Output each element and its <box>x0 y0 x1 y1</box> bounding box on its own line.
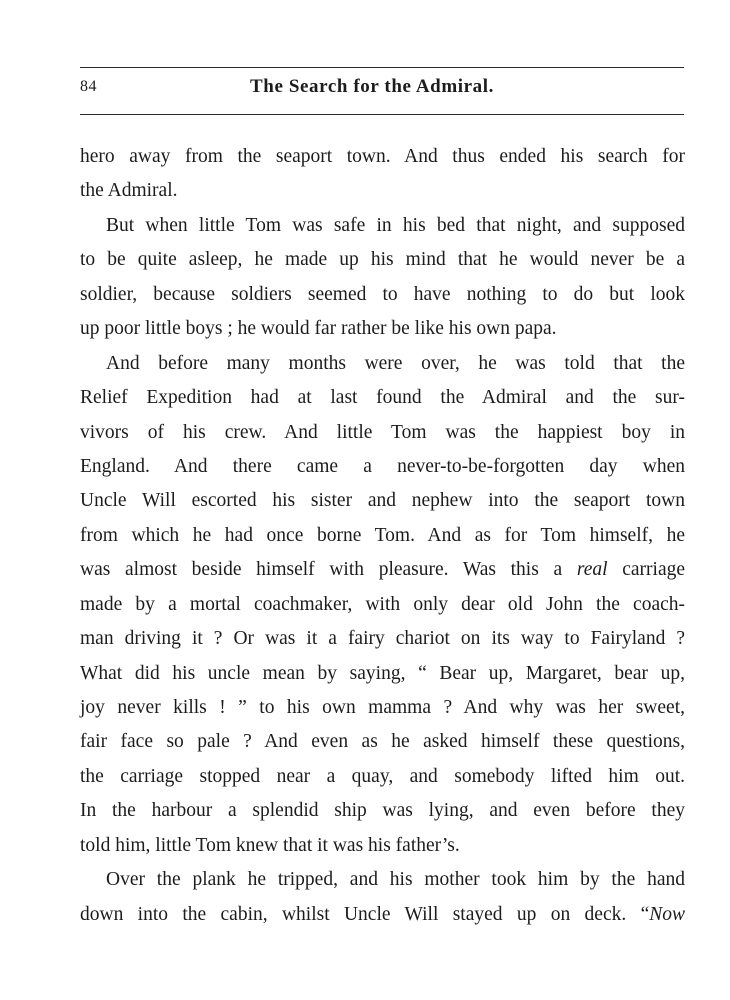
header-rule-bottom <box>80 114 684 115</box>
text-line: man driving it ? Or was it a fairy chariot on its way to Fairyland ? <box>80 628 685 650</box>
text-line: What did his uncle mean by saying, “ Bear up, Margaret, bear up, <box>80 662 685 684</box>
text-span: down into the cabin, whilst Uncle Will stayed up on deck. “ <box>80 903 650 925</box>
text-span: carriage <box>622 559 686 581</box>
text-line <box>80 898 685 932</box>
italic-word: Now <box>649 903 685 925</box>
text-line: Uncle Will escorted his sister and nephew into the seaport town <box>80 490 685 512</box>
text-line <box>80 553 685 587</box>
running-title: The Search for the Admiral. <box>250 76 495 97</box>
header-rule-top <box>80 67 684 68</box>
text-line: soldier, because soldiers seemed to have nothing to do but look <box>80 283 685 305</box>
text-line: In the harbour a splendid ship was lying, and even before they <box>80 800 685 822</box>
body-text <box>80 140 685 932</box>
page-number: 84 <box>80 78 97 95</box>
text-line: to be quite asleep, he made up his mind that he would never be a <box>80 249 685 271</box>
text-line: England. And there came a never-to-be-forgotten day when <box>80 455 685 477</box>
text-line: up poor little boys ; he would far rather be like his own papa. <box>80 318 557 340</box>
text-line: Relief Expedition had at last found the Admiral and the sur- <box>80 387 685 409</box>
text-span: was almost beside himself with pleasure. Was this a <box>80 559 563 581</box>
paragraph-start: And before many months were over, he was told that the <box>106 352 685 374</box>
italic-word: real <box>576 559 608 581</box>
text-line: made by a mortal coachmaker, with only dear old John the coach- <box>80 593 685 615</box>
text-line: told him, little Tom knew that it was his father’s. <box>80 834 460 856</box>
text-line: the Admiral. <box>80 180 178 202</box>
text-line: the carriage stopped near a quay, and somebody lifted him out. <box>80 765 685 787</box>
text-line: joy never kills ! ” to his own mamma ? And why was her sweet, <box>80 697 685 718</box>
paragraph-start: But when little Tom was safe in his bed that night, and supposed <box>106 214 685 236</box>
text-line: hero away from the seaport town. And thus ended his search for <box>80 146 685 167</box>
text-line: fair face so pale ? And even as he asked himself these questions, <box>80 731 685 753</box>
text-line: from which he had once borne Tom. And as for Tom himself, he <box>80 524 685 546</box>
paragraph-start: Over the plank he tripped, and his mother took him by the hand <box>106 869 685 891</box>
text-line: vivors of his crew. And little Tom was the happiest boy in <box>80 421 685 443</box>
